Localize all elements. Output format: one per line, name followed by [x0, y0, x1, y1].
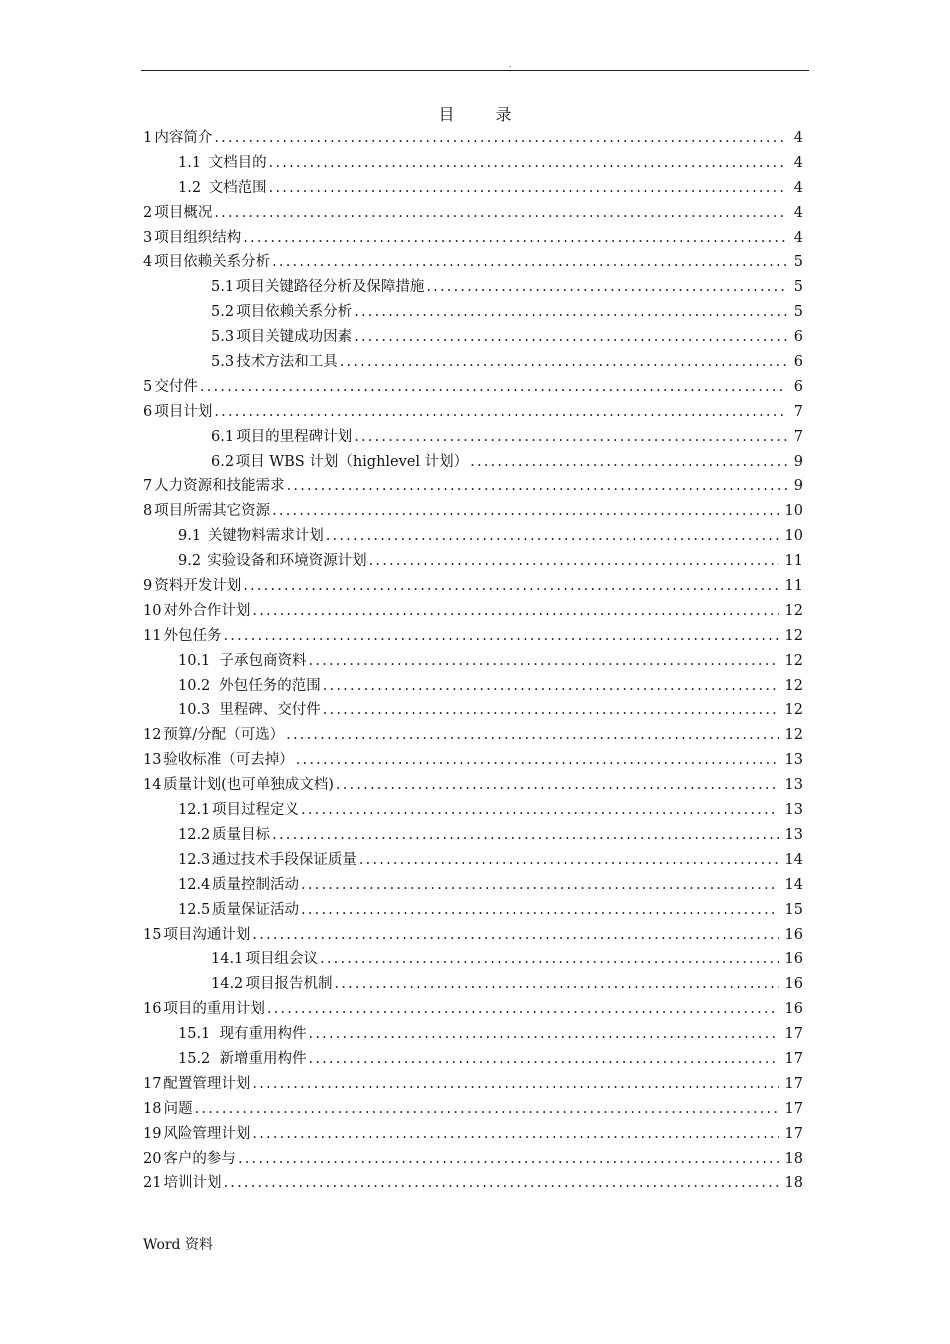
toc-entry[interactable] [143, 226, 803, 251]
toc-dot-leader [359, 848, 779, 873]
toc-entry[interactable] [143, 624, 803, 649]
toc-entry-label: 质量控制活动 [212, 876, 300, 893]
toc-entry-number: 5.1 [211, 279, 235, 296]
toc-entry-page: 6 [793, 329, 803, 346]
toc-dot-leader [301, 898, 779, 923]
toc-entry[interactable] [143, 201, 803, 226]
toc-entry-page: 17 [784, 1050, 803, 1067]
toc-entry-number: 14.2 [211, 976, 244, 993]
toc-entry-label: 项目关键路径分析及保障措施 [235, 279, 425, 296]
toc-entry-label: 子承包商资料 [219, 652, 307, 669]
toc-entry[interactable] [143, 599, 803, 624]
toc-entry-page: 4 [793, 130, 803, 146]
toc-dot-leader [470, 450, 787, 475]
toc-entry-number: 12.2 [178, 826, 211, 843]
toc-entry-page: 17 [784, 1125, 803, 1142]
toc-entry-number: 14 [143, 777, 162, 794]
toc-entry-label: 质量计划(也可单独成文档) [163, 777, 334, 794]
toc-dot-leader [336, 773, 779, 798]
toc-entry-label: 项目组织结构 [154, 229, 242, 246]
toc-entry-label: 项目过程定义 [212, 802, 300, 819]
toc-entry-number: 10.2 [178, 677, 211, 694]
toc-dot-leader [224, 1171, 780, 1196]
toc-entry-number: 1 [143, 130, 153, 146]
toc-dot-leader [320, 947, 779, 972]
toc-entry-label: 实验设备和环境资源计划 [207, 553, 367, 570]
toc-dot-leader [301, 873, 779, 898]
toc-entry-number: 1.1 [178, 154, 202, 171]
toc-entry[interactable] [143, 823, 803, 848]
toc-dot-leader [287, 474, 787, 499]
toc-entry[interactable] [143, 549, 803, 574]
toc-entry-label: 项目 WBS 计划（highlevel 计划） [235, 453, 469, 470]
toc-title: 目 录 [438, 105, 530, 124]
toc-dot-leader [214, 126, 787, 151]
toc-entry-page: 9 [793, 453, 803, 470]
toc-entry-number: 5 [143, 378, 153, 395]
toc-dot-leader [214, 201, 787, 226]
toc-entry[interactable] [143, 325, 803, 350]
toc-entry-page: 5 [793, 279, 803, 296]
toc-entry-label: 预算/分配（可选） [163, 727, 285, 744]
toc-entry-number: 12.4 [178, 876, 211, 893]
toc-dot-leader [238, 1147, 779, 1172]
toc-dot-leader [252, 599, 779, 624]
toc-entry-page: 4 [793, 179, 803, 196]
toc-entry-label: 新增重用构件 [219, 1050, 307, 1067]
toc-entry-page: 13 [784, 777, 803, 794]
toc-entry[interactable] [143, 375, 803, 400]
toc-entry-label: 项目依赖关系分析 [236, 304, 353, 321]
toc-entry[interactable] [143, 524, 803, 549]
toc-dot-leader [243, 226, 787, 251]
toc-entry[interactable] [143, 898, 803, 923]
toc-entry[interactable] [143, 425, 803, 450]
toc-dot-leader [426, 275, 787, 300]
toc-entry-number: 2 [143, 204, 153, 221]
toc-entry-label: 内容简介 [154, 130, 213, 146]
toc-entry[interactable] [143, 748, 803, 773]
toc-entry[interactable] [143, 923, 803, 948]
toc-entry-number: 19 [143, 1125, 162, 1142]
toc-entry-label: 项目关键成功因素 [236, 329, 353, 346]
toc-entry-page: 17 [784, 1075, 803, 1092]
toc-dot-leader [272, 823, 779, 848]
toc-entry-label: 项目报告机制 [245, 976, 333, 993]
toc-entry-number: 1.2 [178, 179, 202, 196]
toc-entry-number: 17 [143, 1075, 162, 1092]
toc-entry-number: 8 [143, 503, 153, 520]
toc-entry-label: 问题 [163, 1100, 193, 1117]
toc-entry[interactable] [143, 674, 803, 699]
toc-entry-page: 4 [793, 154, 803, 171]
toc-entry-page: 11 [784, 578, 803, 595]
toc-entry-page: 6 [793, 378, 803, 395]
toc-dot-leader [309, 1022, 779, 1047]
toc-entry[interactable] [143, 275, 803, 300]
toc-dot-leader [301, 798, 779, 823]
toc-entry[interactable] [143, 499, 803, 524]
toc-entry-label: 关键物料需求计划 [207, 528, 324, 545]
toc-entry[interactable] [143, 400, 803, 425]
toc-entry[interactable] [143, 1097, 803, 1122]
header-rule [141, 70, 809, 71]
toc-entry-number: 10.3 [178, 702, 211, 719]
toc-dot-leader [252, 923, 779, 948]
footer-text: Word 资料 [143, 1237, 213, 1253]
toc-entry-page: 12 [784, 602, 803, 619]
toc-entry-label: 文档范围 [208, 179, 267, 196]
toc-entry-page: 4 [793, 204, 803, 221]
toc-entry-page: 12 [784, 627, 803, 644]
toc-entry-number: 3 [143, 229, 153, 246]
toc-entry-page: 16 [784, 1001, 803, 1018]
toc-entry-number: 21 [143, 1175, 162, 1192]
toc-entry-label: 验收标准（可去掉） [163, 752, 294, 769]
toc-entry-number: 9.1 [178, 528, 202, 545]
toc-entry-label: 培训计划 [163, 1175, 222, 1192]
toc-entry-page: 7 [793, 428, 803, 445]
toc-entry[interactable] [143, 151, 803, 176]
toc-entry-number: 6.2 [211, 453, 235, 470]
toc-entry[interactable] [143, 798, 803, 823]
toc-dot-leader [286, 723, 779, 748]
toc-dot-leader [369, 549, 779, 574]
toc-entry[interactable] [143, 250, 803, 275]
toc-entry-number: 5.2 [211, 304, 235, 321]
toc-entry[interactable] [143, 1171, 803, 1196]
toc-entry-page: 4 [793, 229, 803, 246]
toc-entry-page: 13 [784, 802, 803, 819]
toc-dot-leader [267, 997, 779, 1022]
toc-entry-number: 4 [143, 254, 153, 271]
toc-entry-page: 10 [784, 528, 803, 545]
toc-entry[interactable] [143, 474, 803, 499]
toc-entry[interactable] [143, 1147, 803, 1172]
toc-entry[interactable] [143, 176, 803, 201]
toc-entry[interactable] [143, 947, 803, 972]
toc-entry-page: 13 [784, 826, 803, 843]
toc-entry-label: 项目所需其它资源 [154, 503, 271, 520]
toc-dot-leader [326, 524, 779, 549]
toc-entry-page: 7 [793, 403, 803, 420]
toc-entry-page: 6 [793, 354, 803, 371]
toc-entry-page: 16 [784, 926, 803, 943]
toc-dot-leader [334, 972, 779, 997]
toc-entry-page: 17 [784, 1100, 803, 1117]
toc-entry-number: 10.1 [178, 652, 211, 669]
toc-entry-page: 16 [784, 976, 803, 993]
toc-dot-leader [269, 151, 787, 176]
toc-entry-label: 风险管理计划 [163, 1125, 251, 1142]
toc-entry-number: 14.1 [211, 951, 244, 968]
toc-entry-label: 交付件 [154, 378, 198, 395]
toc-entry-page: 14 [784, 851, 803, 868]
toc-entry-label: 现有重用构件 [219, 1026, 307, 1043]
toc-dot-leader [323, 698, 779, 723]
toc-entry-number: 5.3 [211, 329, 235, 346]
toc-entry-page: 12 [784, 702, 803, 719]
toc-entry-label: 项目概况 [154, 204, 213, 221]
toc-entry-number: 15.1 [178, 1026, 211, 1043]
toc-entry-label: 对外合作计划 [163, 602, 251, 619]
toc-entry-page: 17 [784, 1026, 803, 1043]
toc-dot-leader [195, 1097, 779, 1122]
toc-entry-page: 12 [784, 652, 803, 669]
toc-entry[interactable] [143, 1047, 803, 1072]
toc-entry-number: 5.3 [211, 354, 235, 371]
toc-entry[interactable] [143, 972, 803, 997]
toc-entry[interactable] [143, 450, 803, 475]
toc-dot-leader [309, 649, 779, 674]
toc-dot-leader [252, 1072, 779, 1097]
toc-dot-leader [296, 748, 779, 773]
toc-entry-label: 资料开发计划 [154, 578, 242, 595]
toc-dot-leader [340, 350, 787, 375]
toc-entry-number: 12.5 [178, 901, 211, 918]
toc-entry-page: 18 [784, 1150, 803, 1167]
toc-entry-number: 18 [143, 1100, 162, 1117]
toc-entry-number: 16 [143, 1001, 162, 1018]
toc-entry-label: 项目组会议 [245, 951, 319, 968]
toc-entry-page: 10 [784, 503, 803, 520]
header-mark: . [509, 60, 512, 69]
toc-entry-number: 10 [143, 602, 162, 619]
toc-entry-page: 13 [784, 752, 803, 769]
toc-entry[interactable] [143, 773, 803, 798]
toc-entry[interactable] [143, 997, 803, 1022]
toc-entry-label: 质量目标 [212, 826, 271, 843]
toc-entry-page: 15 [784, 901, 803, 918]
toc-entry[interactable] [143, 1122, 803, 1147]
toc-entry-label: 配置管理计划 [163, 1075, 251, 1092]
toc-entry-label: 技术方法和工具 [236, 354, 338, 371]
toc-entry-label: 外包任务 [163, 627, 222, 644]
toc-entry-number: 6.1 [211, 428, 235, 445]
toc-entry-page: 5 [793, 304, 803, 321]
toc-entry[interactable] [143, 574, 803, 599]
toc-entry-page: 18 [784, 1175, 803, 1192]
toc-dot-leader [214, 400, 787, 425]
toc-entry-page: 14 [784, 876, 803, 893]
toc-entry-page: 5 [793, 254, 803, 271]
toc-entry-label: 项目沟通计划 [163, 926, 251, 943]
toc-entry[interactable] [143, 723, 803, 748]
toc-entry-number: 12.1 [178, 802, 211, 819]
toc-entry-page: 12 [784, 727, 803, 744]
toc-entry-label: 项目依赖关系分析 [154, 254, 271, 271]
toc-entry-number: 15 [143, 926, 162, 943]
toc-entry-label: 里程碑、交付件 [219, 702, 321, 719]
toc-entry[interactable] [143, 126, 803, 151]
toc-entry[interactable] [143, 698, 803, 723]
toc-entry-number: 12 [143, 727, 162, 744]
toc-dot-leader [323, 674, 779, 699]
toc-entry[interactable] [143, 1022, 803, 1047]
toc-dot-leader [272, 250, 787, 275]
toc-entry-number: 11 [143, 627, 162, 644]
toc-entry-label: 人力资源和技能需求 [154, 478, 285, 495]
toc-entry[interactable] [143, 300, 803, 325]
toc-entry[interactable] [143, 649, 803, 674]
toc-dot-leader [354, 425, 787, 450]
toc-entry-number: 6 [143, 403, 153, 420]
toc-dot-leader [224, 624, 780, 649]
toc-entry-number: 12.3 [178, 851, 211, 868]
toc-dot-leader [354, 300, 787, 325]
toc-entry-number: 13 [143, 752, 162, 769]
toc-entry-number: 9.2 [178, 553, 202, 570]
toc-entry-label: 质量保证活动 [212, 901, 300, 918]
toc-entry-number: 9 [143, 578, 153, 595]
toc-entry-number: 15.2 [178, 1050, 211, 1067]
toc-dot-leader [200, 375, 787, 400]
toc-entry-number: 20 [143, 1150, 162, 1167]
toc-entry-page: 11 [784, 553, 803, 570]
toc-entry[interactable] [143, 350, 803, 375]
toc-entry-page: 12 [784, 677, 803, 694]
toc-dot-leader [269, 176, 787, 201]
toc-dot-leader [309, 1047, 779, 1072]
toc-entry[interactable] [143, 1072, 803, 1097]
toc-dot-leader [243, 574, 779, 599]
toc-dot-leader [272, 499, 779, 524]
toc-dot-leader [252, 1122, 779, 1147]
toc-entry-page: 16 [784, 951, 803, 968]
toc-entry-label: 客户的参与 [163, 1150, 236, 1167]
table-of-contents [143, 126, 803, 1196]
toc-entry-page: 9 [793, 478, 803, 495]
toc-entry-label: 通过技术手段保证质量 [211, 851, 357, 868]
toc-entry[interactable] [143, 873, 803, 898]
toc-entry-label: 项目的重用计划 [163, 1001, 265, 1018]
toc-entry-label: 外包任务的范围 [219, 677, 321, 694]
toc-entry-label: 项目的里程碑计划 [236, 428, 353, 445]
toc-entry-label: 文档目的 [208, 154, 267, 171]
toc-entry-label: 项目计划 [154, 403, 213, 420]
toc-entry[interactable] [143, 848, 803, 873]
toc-dot-leader [354, 325, 787, 350]
toc-entry-number: 7 [143, 478, 153, 495]
